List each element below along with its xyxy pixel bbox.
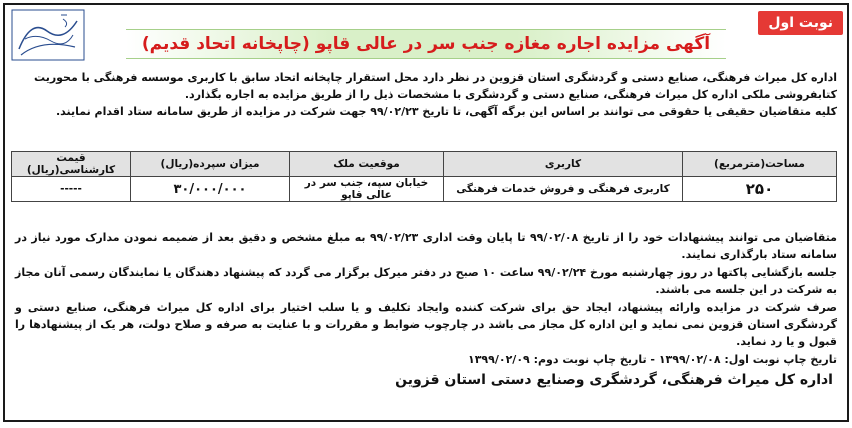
intro-line-1: اداره کل میراث فرهنگی، صنایع دستی و گردشگری استان قزوین در نظر دارد محل استقرار چاپخانه اتحاد سابق با کاربری موسسه فرهنگی با محوریت	[34, 71, 837, 84]
ad-page	[3, 3, 849, 422]
ad-title: آگهی مزایده اجاره مغازه جنب سر در عالی قاپو (چاپخانه اتحاد قدیم)	[126, 29, 726, 59]
cell-appraisal: -----	[12, 177, 131, 202]
title-wrap	[89, 29, 763, 59]
intro-text	[15, 69, 837, 120]
cell-location: خیابان سپه، جنب سر در عالی قاپو	[290, 177, 444, 202]
ministry-logo-icon	[11, 9, 85, 61]
print-dates: تاریخ چاپ نوبت اول: ۱۳۹۹/۰۲/۰۸ - تاریخ چاپ نوبت دوم: ۱۳۹۹/۰۲/۰۹	[468, 353, 837, 366]
body-paragraph-1: متقاضیان می توانند پیشنهادات خود را از تاریخ ۹۹/۰۲/۰۸ تا پایان وقت اداری ۹۹/۰۲/۲۳ به مبلغ مشخص و دقیق بعد از ضمیمه نمودن مدارک مورد نیاز در سامانه ستاد بارگذاری نمایند.	[15, 231, 837, 261]
cell-area: ۲۵۰	[683, 177, 837, 202]
header-area: مساحت(مترمربع)	[683, 152, 837, 177]
header-deposit: میزان سپرده(ریال)	[131, 152, 290, 177]
header-appraisal: قیمت کارشناسی(ریال)	[12, 152, 131, 177]
body-text	[15, 229, 837, 369]
table-row	[12, 177, 837, 202]
table-header-row	[12, 152, 837, 177]
intro-line-3: کلیه متقاضیان حقیقی یا حقوقی می توانند بر اساس این برگه آگهی، تا تاریخ ۹۹/۰۲/۲۳ جهت شرکت در مزایده از طریق سامانه ستاد اقدام نمایند.	[55, 105, 837, 118]
body-paragraph-2: جلسه بازگشایی پاکتها در روز چهارشنبه مورخ ۹۹/۰۲/۲۴ ساعت ۱۰ صبح در دفتر میرکل برگزار می گردد که پیشنهاد دهندگان یا نمایندگان رسمی آنان مجاز به شرکت در این جلسه می باشند.	[15, 266, 838, 296]
header	[9, 9, 843, 57]
edition-badge: نوبت اول	[758, 11, 843, 35]
property-table	[11, 151, 837, 202]
cell-usage: کاربری فرهنگی و فروش خدمات فرهنگی	[444, 177, 683, 202]
header-location: موقعیت ملک	[290, 152, 444, 177]
header-usage: کاربری	[444, 152, 683, 177]
signature: اداره کل میراث فرهنگی، گردشگری وصنایع دستی استان قزوین	[395, 372, 833, 388]
intro-line-2: کتابفروشی ملکی اداره کل میراث فرهنگی، صنایع دستی و گردشگری با مشخصات ذیل را از طریق مزایده به اجاره بگذارد.	[184, 88, 837, 101]
cell-deposit: ۳۰/۰۰۰/۰۰۰	[131, 177, 290, 202]
body-paragraph-3: صرف شرکت در مزایده وارائه پیشنهاد، ایجاد حق برای شرکت کننده وایجاد تکلیف و یا سلب اختیار برای اداره کل میراث فرهنگی، صنایع دستی و گردشگری استان قزوین نمی نماید و این اداره کل مجاز می باشد در چارچوب ضوابط و مقررات و با عنایت به صرفه و صلاح دولت، هر یک از پیشنهادها را قبول و یا رد نماید.	[15, 301, 837, 348]
